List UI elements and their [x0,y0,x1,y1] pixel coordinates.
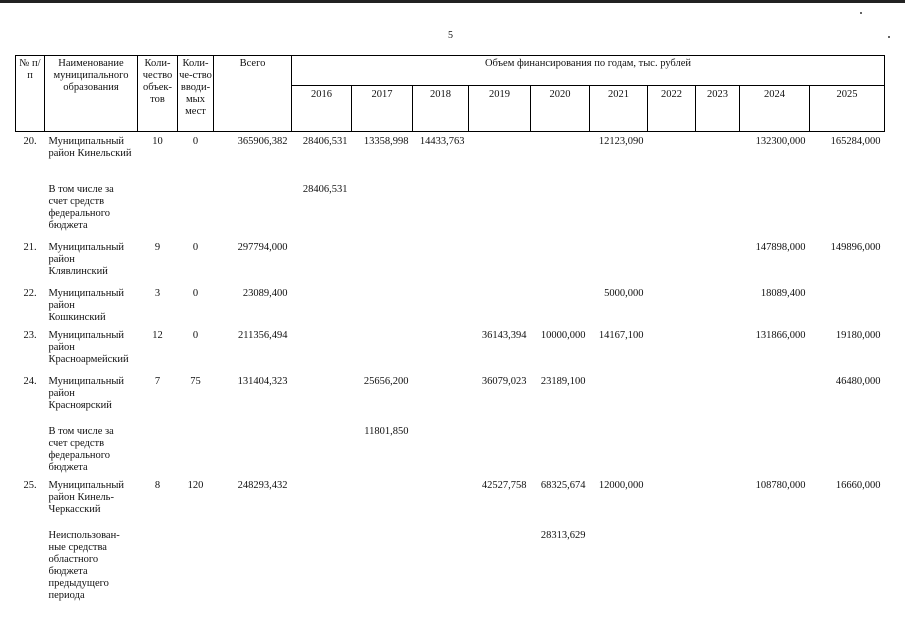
row-number [16,184,45,242]
amount-2025: 16660,000 [835,479,881,491]
amount-2021 [590,376,648,426]
municipality-name: Неиспользован-ные средства областного бюджета предыдущего периода [48,529,120,601]
places-count: 0 [192,241,199,253]
amount-2019 [469,530,531,602]
amount-2020 [531,184,590,242]
amount-2024: 131866,000 [755,329,806,341]
amount-2016 [292,480,352,530]
amount-2017 [352,184,413,242]
top-border-line [0,0,905,3]
amount-2018: 14433,763 [419,136,465,147]
row-number: 25. [23,479,37,491]
amount-2016: 28406,531 [302,136,348,147]
table-row [16,184,885,242]
header-year: 2020 [531,86,590,132]
amount-2019 [469,426,531,480]
amount-2024: 18089,400 [760,287,806,299]
amount-2016 [292,376,352,426]
amount-2025: 19180,000 [835,329,881,341]
header-year: 2018 [413,86,469,132]
row-number: 24. [23,375,37,387]
table-row [16,242,885,288]
municipality-name: Муниципальный район Кошкинский [48,287,124,323]
amount-2023 [696,376,740,426]
table-row [16,480,885,530]
row-number [16,530,45,602]
header-objects: Коли-чество объек-тов [138,56,178,132]
amount-2023 [696,132,740,184]
municipality-name: Муниципальный район Красноармейский [48,329,129,365]
amount-2020: 68325,674 [540,479,586,491]
row-number: 22. [23,287,37,299]
amount-2022 [648,184,696,242]
amount-2019 [469,184,531,242]
amount-2021 [590,530,648,602]
amount-2022 [648,132,696,184]
amount-2016 [292,426,352,480]
amount-2017 [352,330,413,376]
amount-2025: 46480,000 [835,375,881,387]
header-year: 2022 [648,86,696,132]
places-count: 120 [187,479,204,491]
scan-speck [860,12,862,14]
table-row [16,288,885,330]
amount-2023 [696,242,740,288]
table-row [16,530,885,602]
amount-2017: 13358,998 [363,136,409,147]
amount-2020: 28313,629 [540,529,586,541]
municipality-name: Муниципальный район Красноярский [48,375,124,411]
scan-speck [888,36,890,38]
objects-count: 8 [154,479,161,491]
amount-2024: 147898,000 [755,241,806,253]
amount-2016 [292,242,352,288]
amount-2021: 5000,000 [604,287,644,299]
amount-2024: 132300,000 [755,136,806,147]
amount-2018 [413,480,469,530]
header-year: 2025 [810,86,885,132]
amount-2023 [696,480,740,530]
amount-2021: 14167,100 [598,329,644,341]
amount-2018 [413,330,469,376]
amount-2025: 165284,000 [830,136,881,147]
amount-2018 [413,184,469,242]
amount-2019 [469,132,531,184]
header-year: 2017 [352,86,413,132]
amount-2022 [648,480,696,530]
amount-2021: 12123,090 [598,136,644,147]
table-row [16,330,885,376]
amount-2020 [531,132,590,184]
amount-2020 [531,426,590,480]
amount-2017 [352,242,413,288]
amount-2017: 11801,850 [364,425,409,437]
amount-2022 [648,376,696,426]
places-count [178,426,214,480]
places-count [178,184,214,242]
total-amount: 365906,382 [237,136,288,147]
objects-count: 9 [154,241,161,253]
amount-2025 [810,426,885,480]
header-total: Всего [214,56,292,132]
amount-2018 [413,242,469,288]
header-places: Коли-че-ство вводи-мых мест [178,56,214,132]
amount-2016 [292,530,352,602]
amount-2020 [531,288,590,330]
amount-2023 [696,330,740,376]
amount-2023 [696,288,740,330]
total-amount [214,184,292,242]
amount-2017 [352,288,413,330]
amount-2016 [292,330,352,376]
header-year: 2016 [292,86,352,132]
amount-2025 [810,530,885,602]
amount-2019: 36079,023 [481,375,527,387]
table-body [16,132,885,602]
objects-count [138,530,178,602]
amount-2025: 149896,000 [830,241,881,253]
amount-2022 [648,288,696,330]
funding-table [15,55,885,602]
amount-2025 [810,288,885,330]
amount-2023 [696,530,740,602]
amount-2023 [696,426,740,480]
amount-2018 [413,426,469,480]
objects-count [138,426,178,480]
total-amount: 248293,432 [237,479,288,491]
header-year: 2023 [696,86,740,132]
amount-2018 [413,376,469,426]
amount-2024 [740,376,810,426]
amount-2021 [590,184,648,242]
amount-2019 [469,242,531,288]
row-number: 21. [23,241,37,253]
places-count: 0 [192,136,199,147]
amount-2023 [696,184,740,242]
row-number [16,426,45,480]
header-year: 2019 [469,86,531,132]
amount-2019: 36143,394 [481,329,527,341]
row-number: 23. [23,329,37,341]
amount-2022 [648,242,696,288]
amount-2022 [648,330,696,376]
header-year: 2021 [590,86,648,132]
amount-2024: 108780,000 [755,479,806,491]
amount-2016: 28406,531 [302,183,348,195]
amount-2024 [740,184,810,242]
amount-2018 [413,530,469,602]
header-num: № п/п [16,56,45,132]
amount-2022 [648,426,696,480]
objects-count: 12 [152,329,163,341]
amount-2024 [740,426,810,480]
places-count: 0 [192,287,199,299]
municipality-name: В том числе за счет средств федерального бюджета [48,425,114,473]
total-amount [214,426,292,480]
header-year: 2024 [740,86,810,132]
municipality-name: В том числе за счет средств федерального бюджета [48,183,114,231]
amount-2025 [810,184,885,242]
amount-2021 [590,426,648,480]
amount-2017 [352,530,413,602]
table-row [16,426,885,480]
amount-2024 [740,530,810,602]
objects-count: 10 [152,136,163,147]
municipality-name: Муниципальный район Клявлинский [48,241,124,277]
page-number: 5 [448,30,453,41]
total-amount: 297794,000 [237,241,288,253]
row-number: 20. [23,136,37,147]
objects-count [138,184,178,242]
amount-2016 [292,288,352,330]
amount-2022 [648,530,696,602]
amount-2020 [531,242,590,288]
total-amount: 131404,323 [237,375,288,387]
table-row [16,376,885,426]
total-amount [214,530,292,602]
objects-count: 3 [154,287,161,299]
amount-2017: 25656,200 [363,375,409,387]
amount-2021: 12000,000 [598,479,644,491]
amount-2019: 42527,758 [481,479,527,491]
header-name: Наименование муниципального образования [45,56,138,132]
amount-2018 [413,288,469,330]
total-amount: 211356,494 [238,329,288,341]
objects-count: 7 [154,375,161,387]
amount-2017 [352,480,413,530]
amount-2020: 10000,000 [540,329,586,341]
places-count: 0 [192,329,199,341]
table-row [16,132,885,184]
amount-2020: 23189,100 [540,375,586,387]
total-amount: 23089,400 [242,287,288,299]
places-count: 75 [190,375,201,387]
amount-2021 [590,242,648,288]
header-funding: Объем финансирования по годам, тыс. рублей [292,56,885,86]
places-count [178,530,214,602]
amount-2019 [469,288,531,330]
municipality-name: Муниципальный район Кинельский [48,136,132,159]
municipality-name: Муниципальный район Кинель-Черкасский [48,479,124,515]
